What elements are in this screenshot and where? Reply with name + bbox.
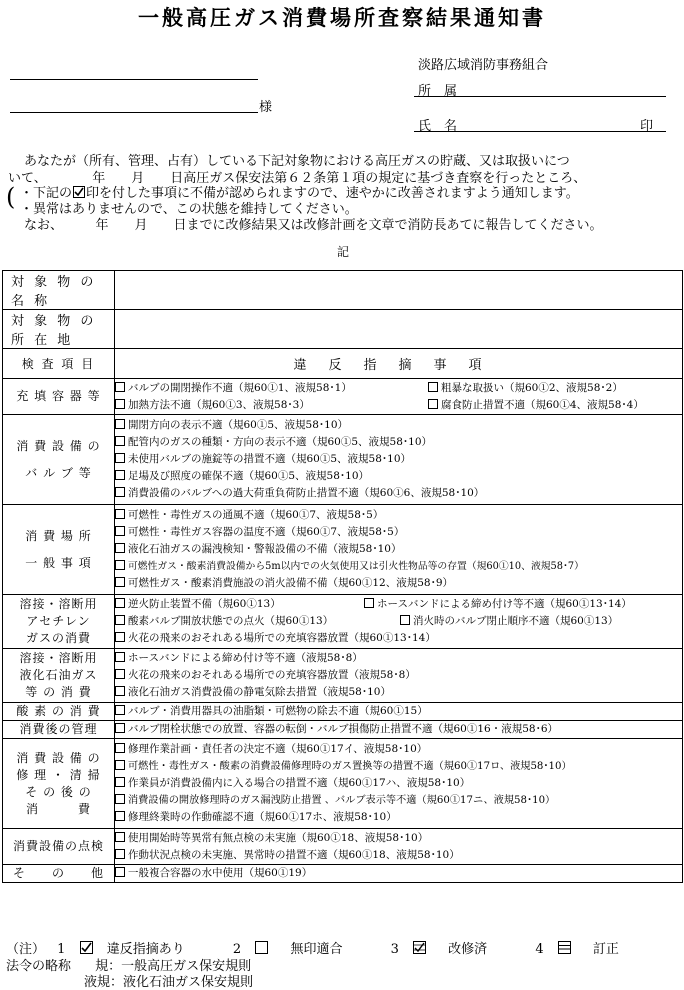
option-1-pre: ・下記の: [20, 186, 73, 201]
check-item[interactable]: 消火時のバルブ閉止順序不適（規60①13）: [400, 613, 682, 630]
checkbox-icon: [364, 598, 374, 608]
check-item[interactable]: ホースバンドによる締め付け等不適（規60①13･14）: [364, 596, 682, 613]
checkbox-icon: [115, 615, 125, 625]
check-item[interactable]: 逆火防止装置不備（規60①13）: [115, 596, 281, 613]
checkbox-icon: [115, 487, 125, 497]
document-title: 一般高圧ガス消費場所査察結果通知書: [138, 5, 546, 30]
affiliation-label: 所 属: [418, 84, 458, 99]
check-item[interactable]: 開閉方向の表示不適（規60①5、液規58･10）: [115, 417, 682, 434]
checkbox-icon: [115, 560, 125, 570]
section-items-after-use: [115, 721, 683, 739]
checkbox-icon: [115, 811, 125, 821]
checkbox-icon: [115, 453, 125, 463]
check-item[interactable]: 可燃性ガス・酸素消費施設の消火設備不備（規60①12、液規58･9）: [115, 575, 682, 592]
checkbox-icon: [115, 794, 125, 804]
header-inspection-item: 検 査 項 目: [3, 349, 115, 379]
legend-text-4: 訂正: [592, 942, 619, 957]
name-line[interactable]: [414, 131, 666, 132]
checkbox-icon: [115, 419, 125, 429]
check-item[interactable]: 酸素バルブ開放状態での点火（規60①13）: [115, 613, 333, 630]
section-items-valves: [115, 415, 683, 505]
check-item[interactable]: 可燃性ガス・酸素消費設備から5m以内での火気使用又は引火性物品等の存置（規60①10、液規58･7）: [115, 558, 682, 575]
checkbox-icon: [115, 632, 125, 642]
checkbox-icon: [115, 669, 125, 679]
legend-num-4: 4: [535, 942, 544, 957]
ki-mark: 記: [337, 245, 350, 259]
body-line-1: あなたが（所有、管理、占有）している下記対象物における高圧ガスの貯蔵、又は取扱いにつ: [24, 154, 570, 169]
section-label-repair: 消 費 設 備 の 修 理 ・ 清 掃 そ の 後 の 消 費: [3, 739, 115, 829]
check-item[interactable]: 腐食防止措置不適（規60①4、液規58･4）: [428, 397, 682, 414]
checkbox-icon: [115, 526, 125, 536]
checkbox-icon: [115, 436, 125, 446]
checkbox-icon: [115, 686, 125, 696]
checkbox-icon: [115, 867, 125, 877]
checkbox-icon: [115, 652, 125, 662]
issuer-org: 淡路広域消防事務組合: [418, 58, 549, 73]
check-item[interactable]: バルブ・消費用器具の油脂類・可燃物の除去不適（規60①15）: [115, 703, 682, 720]
object-name-label: 対 象 物 の 名 称: [3, 271, 115, 310]
check-item[interactable]: 消費設備のバルブへの過大荷重負荷防止措置不適（規60①6、液規58･10）: [115, 485, 682, 502]
check-item[interactable]: 加熱方法不適（規60①3、液規58･3）: [115, 397, 310, 414]
check-item[interactable]: 火花の飛来のおそれある場所での充填容器放置（規60①13･14）: [115, 630, 682, 647]
section-label-valves: 消 費 設 備 の バ ル ブ 等: [3, 415, 115, 505]
check-item[interactable]: 消費設備の開放修理時のガス漏洩防止措置 、バルブ表示等不適（規60①17ニ、液規58･10）: [115, 792, 682, 809]
check-item[interactable]: 配管内のガスの種類・方向の表示不適（規60①5、液規58･10）: [115, 434, 682, 451]
checkbox-icon: [115, 832, 125, 842]
header-violation: 違反指摘事項: [115, 349, 683, 379]
section-items-oxygen: [115, 703, 683, 721]
check-item[interactable]: 火花の飛来のおそれある場所での充填容器放置（液規58･8）: [115, 667, 682, 684]
checkbox-icon: [115, 382, 125, 392]
checkbox-icon: [115, 399, 125, 409]
check-item[interactable]: 可燃性・毒性ガス・酸素の消費設備修理時のガス置換等の措置不適（規60①17ロ、液規58･10）: [115, 758, 682, 775]
section-label-general: 消 費 場 所 一 般 事 項: [3, 505, 115, 595]
legend-text-1: 違反指摘あり: [106, 942, 185, 957]
affiliation-line[interactable]: [414, 96, 666, 97]
checked-box-icon: [80, 941, 93, 954]
check-item[interactable]: バルブ閉栓状態での放置、容器の転倒・バルブ損傷防止措置不適（規60①16・液規58･6）: [115, 721, 682, 738]
check-item[interactable]: 足場及び照度の確保不適（規60①5、液規58･10）: [115, 468, 682, 485]
section-label-after-use: 消費後の管理: [3, 721, 115, 739]
legend-num-3: 3: [390, 942, 399, 957]
check-item[interactable]: 修理終業時の作動確認不適（規60①17ホ、液規58･10）: [115, 809, 682, 826]
check-item[interactable]: 修理作業計画・責任者の決定不適（規60①17イ、液規58･10）: [115, 741, 682, 758]
checkbox-icon: [115, 743, 125, 753]
inspection-table: [2, 270, 683, 883]
check-item[interactable]: 作動状況点検の未実施、異常時の措置不適（規60①18、液規58･10）: [115, 847, 682, 864]
checkbox-icon: [115, 577, 125, 587]
addressee-suffix: 様: [259, 100, 273, 115]
checkbox-icon: [115, 777, 125, 787]
check-item[interactable]: バルブの開閉操作不適（規60①1、液規58･1）: [115, 380, 352, 397]
check-item[interactable]: 一般複合容器の水中使用（規60①19）: [115, 865, 682, 882]
checkbox-icon: [400, 615, 410, 625]
abbr-1: 規：一般高圧ガス保安規則: [95, 959, 252, 974]
legend-note-label: （注）: [6, 942, 46, 957]
option-bracket: (: [6, 183, 16, 211]
check-item[interactable]: 液化石油ガス消費設備の静電気除去措置（液規58･10）: [115, 684, 682, 701]
check-item[interactable]: 未使用バルブの施錠等の措置不適（規60①5、液規58･10）: [115, 451, 682, 468]
body-line-2: いて、 年 月 日高圧ガス保安法第６２条第１項の規定に基づき査察を行ったところ、: [8, 171, 587, 186]
seal-mark: 印: [640, 119, 654, 134]
checkbox-icon: [115, 760, 125, 770]
abbr-2: 液規：液化石油ガス保安規則: [84, 975, 254, 990]
section-items-repair: [115, 739, 683, 829]
addressee-line-2[interactable]: [10, 112, 258, 113]
checkbox-icon: [115, 598, 125, 608]
check-item[interactable]: 粗暴な取扱い（規60①2、液規58･2）: [428, 380, 682, 397]
check-item[interactable]: 液化石油ガスの漏洩検知・警報設備の不備（液規58･10）: [115, 541, 682, 558]
section-label-acetylene: 溶接・溶断用 アセチレン ガスの消費: [3, 595, 115, 649]
section-items-acetylene: [115, 595, 683, 649]
section-label-inspection: 消費設備の点検: [3, 829, 115, 865]
legend-text-2: 無印適合: [290, 942, 343, 957]
legend-num-2: 2: [232, 942, 242, 957]
check-item[interactable]: 作業員が消費設備内に入る場合の措置不適（規60①17ハ、液規58･10）: [115, 775, 682, 792]
option-1-post: 印を付した事項に不備が認められますので、速やかに改善されますよう通知します。: [86, 186, 579, 201]
double-checked-box-icon: [413, 941, 426, 954]
section-label-other: そ の 他: [3, 865, 115, 883]
check-item[interactable]: 可燃性・毒性ガス容器の温度不適（規60①7、液規58･5）: [115, 524, 682, 541]
empty-box-icon: [255, 941, 268, 954]
checkbox-icon: [115, 849, 125, 859]
section-items-inspection: [115, 829, 683, 865]
checkbox-icon: [115, 509, 125, 519]
checkbox-icon: [115, 705, 125, 715]
name-label: 氏 名: [418, 119, 458, 134]
checked-box-icon: [73, 186, 85, 198]
legend-text-3: 改修済: [448, 942, 488, 957]
checkbox-icon: [428, 399, 438, 409]
section-items-other: [115, 865, 683, 883]
section-label-filling-containers: 充 填 容 器 等: [3, 379, 115, 415]
object-name-field[interactable]: [115, 271, 683, 310]
object-location-field[interactable]: [115, 310, 683, 349]
check-item[interactable]: 可燃性・毒性ガスの通風不適（規60①7、液規58･5）: [115, 507, 682, 524]
abbr-label: 法令の略称: [6, 959, 72, 974]
struck-box-icon: [558, 941, 571, 954]
section-items-lpg: [115, 649, 683, 703]
section-label-lpg: 溶接・溶断用 液化石油ガス 等 の 消 費: [3, 649, 115, 703]
object-location-label: 対 象 物 の 所 在 地: [3, 310, 115, 349]
body-line-3: なお、 年 月 日までに改修結果又は改修計画を文章で消防長あてに報告してください。: [24, 218, 603, 233]
checkbox-icon: [115, 543, 125, 553]
option-2: ・異常はありませんので、この状態を維持してください。: [20, 202, 358, 217]
check-item[interactable]: ホースバンドによる締め付け等不適（液規58･8）: [115, 650, 682, 667]
legend-num-1: 1: [57, 942, 66, 957]
checkbox-icon: [115, 470, 125, 480]
checkbox-icon: [115, 723, 125, 733]
section-items-general: [115, 505, 683, 595]
section-label-oxygen: 酸 素 の 消 費: [3, 703, 115, 721]
check-item[interactable]: 使用開始時等異常有無点検の未実施（規60①18、液規58･10）: [115, 830, 682, 847]
section-items-filling-containers: [115, 379, 683, 415]
checkbox-icon: [428, 382, 438, 392]
addressee-line-1[interactable]: [10, 79, 258, 80]
